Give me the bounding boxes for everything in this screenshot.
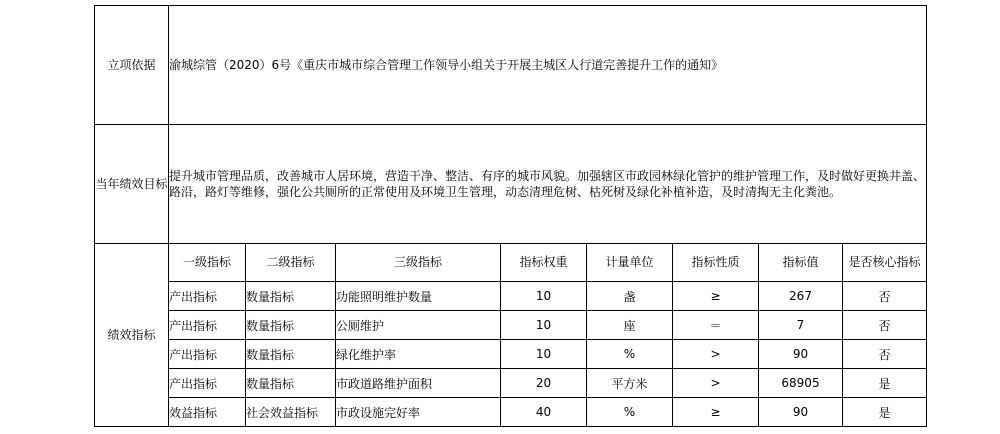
- table-row: [95, 282, 927, 311]
- cell-nature: ≥: [673, 398, 759, 427]
- header-level3: 三级指标: [336, 244, 501, 282]
- header-nature: 指标性质: [673, 244, 759, 282]
- basis-row: [95, 6, 927, 125]
- basis-text: 渝城综管（2020）6号《重庆市城市综合管理工作领导小组关于开展主城区人行道完善提升工作的通知》: [169, 6, 927, 125]
- cell-value: 7: [759, 311, 843, 340]
- cell-value: 267: [759, 282, 843, 311]
- cell-level2: 数量指标: [246, 282, 336, 311]
- cell-nature: >: [673, 340, 759, 369]
- table-row: [95, 340, 927, 369]
- cell-level1: 产出指标: [169, 311, 246, 340]
- cell-core: 否: [843, 282, 927, 311]
- cell-level3: 公厕维护: [336, 311, 501, 340]
- cell-core: 否: [843, 340, 927, 369]
- cell-level1: 产出指标: [169, 369, 246, 398]
- cell-level1: 产出指标: [169, 340, 246, 369]
- header-value: 指标值: [759, 244, 843, 282]
- cell-unit: 盏: [587, 282, 673, 311]
- cell-unit: 平方米: [587, 369, 673, 398]
- header-level2: 二级指标: [246, 244, 336, 282]
- cell-level3: 绿化维护率: [336, 340, 501, 369]
- indicators-label: 绩效指标: [95, 244, 169, 427]
- cell-weight: 10: [501, 311, 587, 340]
- cell-nature: >: [673, 369, 759, 398]
- header-weight: 指标权重: [501, 244, 587, 282]
- cell-core: 是: [843, 398, 927, 427]
- cell-unit: %: [587, 340, 673, 369]
- cell-level3: 市政设施完好率: [336, 398, 501, 427]
- indicator-header-row: [95, 244, 927, 282]
- cell-nature: ＝: [673, 311, 759, 340]
- cell-unit: 座: [587, 311, 673, 340]
- table-row: [95, 311, 927, 340]
- cell-level1: 产出指标: [169, 282, 246, 311]
- performance-table: [94, 5, 927, 427]
- basis-label: 立项依据: [95, 6, 169, 125]
- cell-level2: 数量指标: [246, 369, 336, 398]
- cell-level3: 功能照明维护数量: [336, 282, 501, 311]
- cell-weight: 10: [501, 282, 587, 311]
- cell-level2: 社会效益指标: [246, 398, 336, 427]
- cell-level2: 数量指标: [246, 340, 336, 369]
- cell-value: 90: [759, 398, 843, 427]
- cell-value: 68905: [759, 369, 843, 398]
- goal-text: 提升城市管理品质，改善城市人居环境，营造干净、整洁、有序的城市风貌。加强辖区市政园林绿化管护的维护管理工作，及时做好更换井盖、路沿，路灯等维修，强化公共厕所的正常使用及环境卫生管理，动态清理危树、枯死树及绿化补植补造，及时清掏无主化粪池。: [169, 125, 927, 244]
- goal-row: [95, 125, 927, 244]
- cell-level2: 数量指标: [246, 311, 336, 340]
- cell-nature: ≥: [673, 282, 759, 311]
- cell-weight: 10: [501, 340, 587, 369]
- header-core: 是否核心指标: [843, 244, 927, 282]
- table-row: [95, 369, 927, 398]
- cell-weight: 40: [501, 398, 587, 427]
- header-unit: 计量单位: [587, 244, 673, 282]
- cell-level1: 效益指标: [169, 398, 246, 427]
- cell-unit: %: [587, 398, 673, 427]
- table-row: [95, 398, 927, 427]
- goal-label: 当年绩效目标: [95, 125, 169, 244]
- header-level1: 一级指标: [169, 244, 246, 282]
- cell-level3: 市政道路维护面积: [336, 369, 501, 398]
- cell-core: 否: [843, 311, 927, 340]
- cell-value: 90: [759, 340, 843, 369]
- cell-weight: 20: [501, 369, 587, 398]
- cell-core: 是: [843, 369, 927, 398]
